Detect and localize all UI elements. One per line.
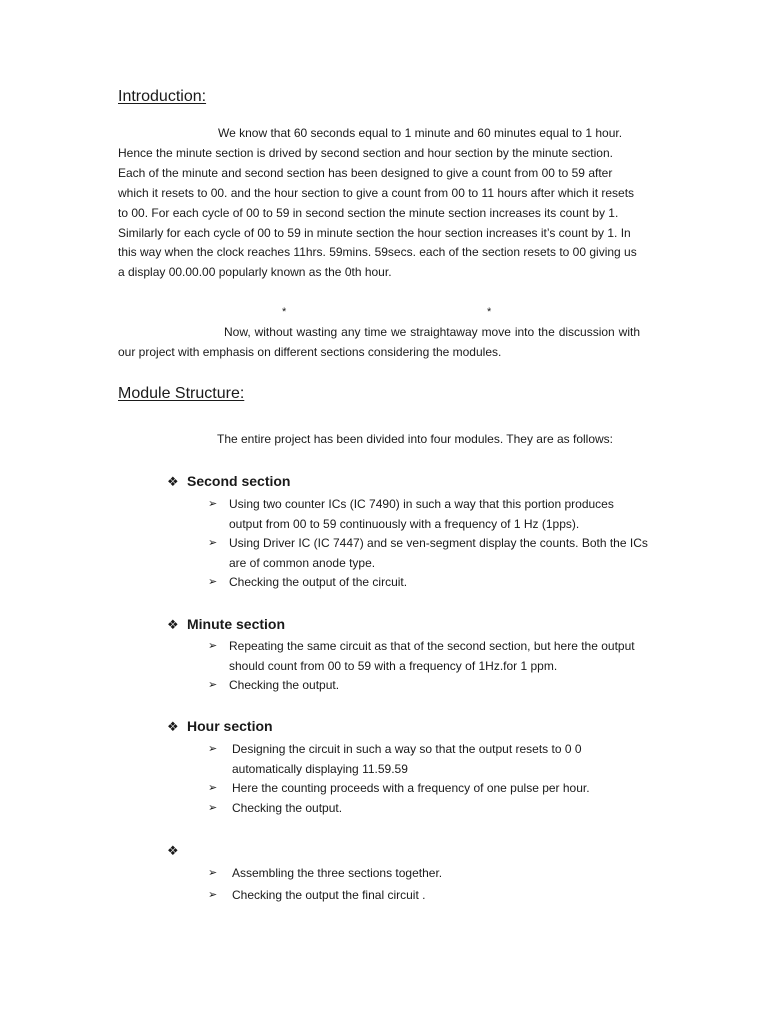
- arrow-bullet-icon: ➢: [208, 782, 218, 794]
- list-item: ➢ Using Driver IC (IC 7447) and se ven-segment display the counts. Both the ICs are of common anode type.: [208, 536, 648, 570]
- arrow-bullet-icon: ➢: [208, 679, 218, 691]
- module-structure-intro: The entire project has been divided into four modules. They are as follows:: [217, 432, 613, 446]
- separator-star-left: *: [282, 306, 287, 318]
- arrow-bullet-icon: ➢: [208, 537, 218, 549]
- list-item: ➢ Using two counter ICs (IC 7490) in such a way that this portion produces output from 00 to 59 continuously with a frequency of 1 Hz (1pps).: [208, 497, 614, 531]
- bullet-list-second: [208, 495, 648, 593]
- list-item: ➢ Here the counting proceeds with a frequency of one pulse per hour.: [208, 779, 648, 799]
- introduction-heading: Introduction:: [118, 88, 207, 105]
- bullet-list-hour: [208, 740, 648, 818]
- diamond-bullet-icon: ❖: [167, 474, 179, 489]
- module-structure-heading: Module Structure:: [118, 385, 245, 402]
- bullet-list-assembly: [208, 862, 648, 906]
- arrow-bullet-icon: ➢: [208, 640, 218, 652]
- introduction-paragraph-1: [118, 124, 640, 283]
- separator-star-right: *: [487, 306, 492, 318]
- list-item: ➢ Checking the output.: [208, 799, 648, 819]
- section-title-second: [167, 472, 290, 491]
- list-item: ➢ Checking the output.: [208, 676, 648, 696]
- introduction-paragraph-2: [118, 323, 640, 363]
- arrow-bullet-icon: ➢: [208, 801, 218, 814]
- section-title-hour: [167, 717, 273, 736]
- list-item: ➢ Checking the output the final circuit .: [208, 884, 648, 906]
- arrow-bullet-icon: ➢: [208, 867, 218, 879]
- section-title-text: Second section: [187, 473, 291, 489]
- list-item: ➢ Checking the output of the circuit.: [208, 573, 648, 593]
- introduction-paragraph-2-text: Now, without wasting any time we straightaway move into the discussion with our project with emphasis on different sections considering the modules.: [118, 325, 640, 359]
- introduction-paragraph-1-text: We know that 60 seconds equal to 1 minute and 60 minutes equal to 1 hour. Hence the minute section is drived by second section and hour section by the minute section. Each of the minute and second section has been designed to give a count from 00 to 59 after which it resets to 00. and the hour section to give a count from 00 to 11 hours after which it resets to 00. For each cycle of 00 to 59 in second section the minute section increases its count by 1. Similarly for each cycle of 00 to 59 in minute section the hour section increases it’s count by 1. In this way when the clock reaches 11hrs. 59mins. 59secs. each of the section resets to 00 giving us a display 00.00.00 popularly known as the 0th hour.: [118, 126, 637, 280]
- arrow-bullet-icon: ➢: [208, 498, 218, 510]
- diamond-bullet-icon: ❖: [167, 843, 179, 858]
- section-title-text: Minute section: [187, 616, 286, 632]
- arrow-bullet-icon: ➢: [208, 743, 218, 755]
- diamond-bullet-icon: ❖: [167, 719, 179, 734]
- list-item: ➢ Assembling the three sections together.: [208, 862, 648, 884]
- arrow-bullet-icon: ➢: [208, 576, 218, 588]
- section-title-assembly: [167, 841, 187, 860]
- arrow-bullet-icon: ➢: [208, 889, 218, 901]
- section-title-text: Hour section: [187, 718, 273, 734]
- bullet-list-minute: [208, 637, 648, 696]
- diamond-bullet-icon: ❖: [167, 617, 179, 632]
- list-item: ➢ Repeating the same circuit as that of the second section, but here the output should count from 00 to 59 with a frequency of 1Hz.for 1 ppm.: [208, 639, 635, 673]
- list-item: ➢ Designing the circuit in such a way so that the output resets to 0 0 automatically displaying 11.59.59: [208, 742, 582, 776]
- section-title-minute: [167, 615, 285, 634]
